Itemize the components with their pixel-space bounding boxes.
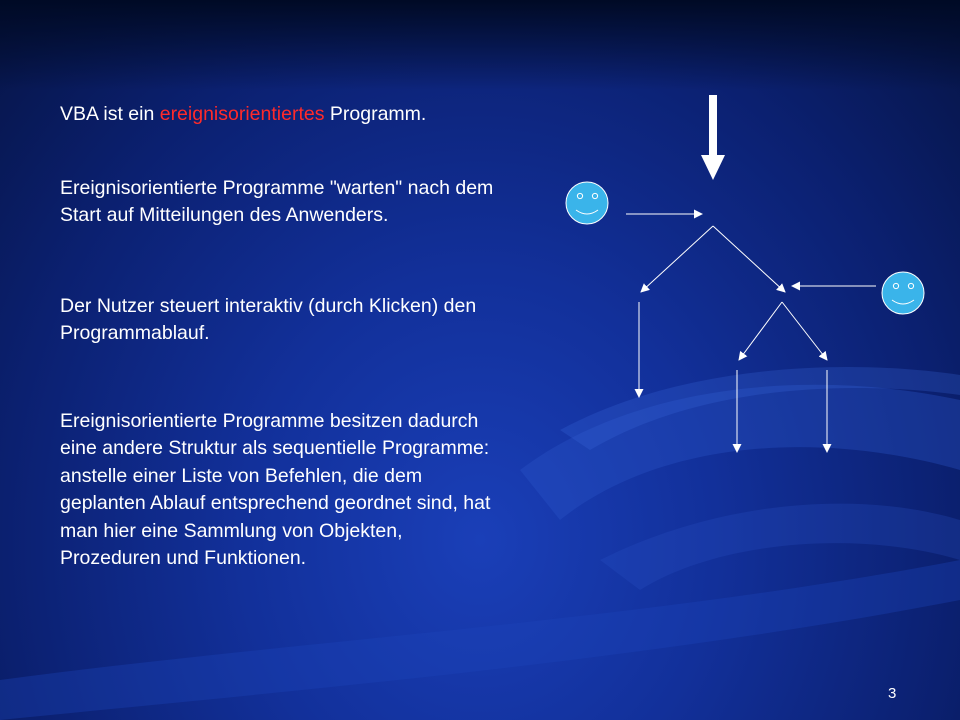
paragraph-interactive: Der Nutzer steuert interaktiv (durch Klicken) den Programmablauf. <box>60 294 477 344</box>
arrow-subbranch-left <box>739 302 782 360</box>
intro-text-after: Programm. <box>324 103 427 125</box>
arrow-subbranch-right <box>782 302 827 360</box>
arrow-branch-right <box>713 226 785 292</box>
arrow-branch-left <box>641 226 713 292</box>
page-number: 3 <box>888 685 897 702</box>
paragraph-structure: Ereignisorientierte Programme besitzen dadurch eine andere Struktur als sequentielle Programme: anstelle einer Liste von Befehlen, die dem geplanten Ablauf entsprechend geordnet sind, hat man hier eine Sammlung von Objekten, Prozeduren und Funktionen. <box>60 409 491 569</box>
smiley-user-icon <box>882 272 924 314</box>
start-arrow <box>701 95 725 180</box>
intro-text-before: VBA ist ein <box>60 103 160 125</box>
smiley-user-icon <box>566 182 608 224</box>
highlight-term: ereignisorientiertes <box>159 103 325 125</box>
paragraph-waiting: Ereignisorientierte Programme "warten" nach dem Start auf Mitteilungen des Anwenders. <box>60 176 494 226</box>
